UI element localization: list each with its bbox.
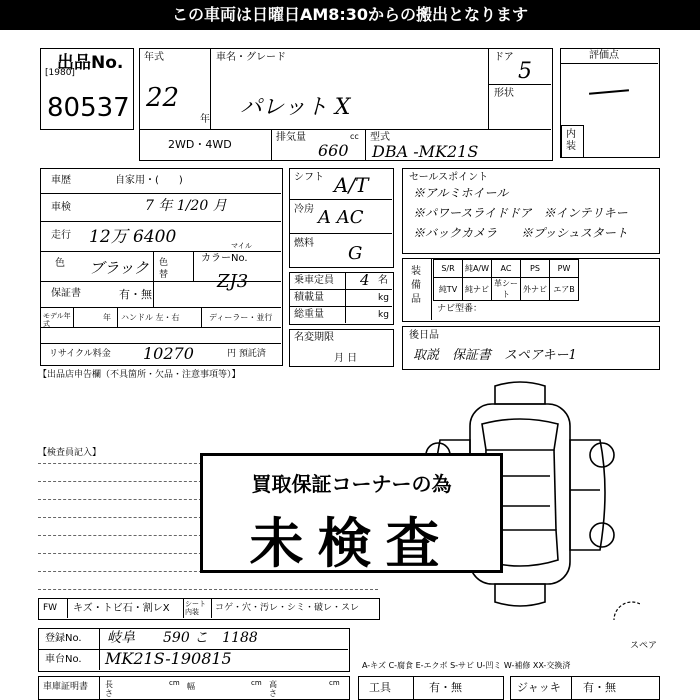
recycle-label: リサイクル料金 <box>49 349 111 359</box>
lot-sub-number: [1980] <box>45 68 75 78</box>
jack-box <box>510 676 660 700</box>
equip-alloy: 純A/W <box>463 260 492 278</box>
pickup-notice-banner: この車両は日曜日AM8:30からの搬出となります <box>0 0 700 30</box>
sales-point-line-2: ※パワースライドドア ※インテリキー <box>413 206 628 220</box>
garage-cert-box <box>38 676 350 700</box>
mileage-value: 12万 6400 <box>89 227 177 247</box>
history-value: 自家用・( ) <box>115 175 183 186</box>
registration-box <box>38 628 350 672</box>
after-items-box <box>402 326 660 370</box>
length-label: 長さ <box>105 680 113 698</box>
equip-airbag: エアB <box>550 278 579 301</box>
mileage-unit: マイル <box>231 242 252 250</box>
chassis-label: 車台No. <box>45 654 82 665</box>
equipment-label: 装備品 <box>411 266 421 305</box>
displacement-label: 排気量 <box>276 132 306 143</box>
seller-notes-label: 【出品店申告欄（不具箇所・欠品・注意事項等）】 <box>38 370 241 380</box>
spare-label: スペア <box>630 641 658 651</box>
warranty-label: 保証書 <box>51 288 81 299</box>
color-change-label: 色替 <box>159 258 169 280</box>
reg-change-unit: 月 日 <box>334 353 358 364</box>
fuel-label: 燃料 <box>294 238 314 249</box>
load-label: 積載量 <box>294 292 324 303</box>
lot-number-value: 80537 <box>47 93 130 123</box>
name-value: パレット X <box>240 95 351 120</box>
navi-model-label: ナビ型番： <box>437 304 483 314</box>
capacity-label: 乗車定員 <box>294 275 334 286</box>
equip-ac: AC <box>492 260 521 278</box>
recycle-value: 10270 <box>143 344 194 363</box>
drive-label: 2WD・4WD <box>168 138 232 151</box>
model-value: DBA -MK21S <box>372 142 479 161</box>
equip-navi: 純ナビ <box>463 278 492 301</box>
fw-text: キズ・トビ石・割レX <box>73 603 170 614</box>
grade-dash-mark <box>589 89 629 94</box>
jack-value: 有・無 <box>583 681 616 694</box>
color-number-value: ZJ3 <box>217 271 249 292</box>
length-unit: cm <box>169 679 180 687</box>
shift-label: シフト <box>294 172 324 183</box>
jack-label: ジャッキ <box>517 681 561 694</box>
capacity-value: 4 <box>360 271 370 289</box>
recycle-unit: 円 預託済 <box>227 349 266 359</box>
sales-points-box <box>402 168 660 254</box>
displacement-value: 660 <box>318 141 349 160</box>
displacement-unit: cc <box>350 132 359 141</box>
drivetrain-box <box>289 168 394 268</box>
sales-point-line-3: ※バックカメラ ※プッシュスタート <box>413 226 628 240</box>
vehicle-header-box <box>139 48 553 161</box>
registration-value: 岐阜 590 こ 1188 <box>107 630 258 646</box>
name-label: 車名・グレード <box>216 52 286 63</box>
year-label: 年式 <box>144 52 164 63</box>
gross-unit: kg <box>378 310 389 320</box>
reg-change-label: 名変期限 <box>294 332 334 343</box>
handle-label: ハンドル 左・右 <box>121 313 180 322</box>
warranty-value: 有・無 <box>119 288 152 301</box>
spare-tire-icon <box>614 602 640 620</box>
year-suffix: 年 <box>200 114 210 125</box>
ac-value: A AC <box>318 207 364 228</box>
dealer-label: ディーラー・並行 <box>209 313 273 322</box>
history-label: 車歴 <box>51 175 71 186</box>
chassis-value: MK21S-190815 <box>105 649 232 668</box>
sales-point-line-1: ※アルミホイール <box>413 186 509 200</box>
equip-pw: PW <box>550 260 579 278</box>
inspector-notes-label: 【検査員記入】 <box>38 448 102 458</box>
grade-label: 評価点 <box>589 50 619 61</box>
model-year-label: モデル年式 <box>43 312 71 328</box>
garage-cert-label: 車庫証明書 <box>43 682 89 692</box>
width-label: 幅 <box>187 682 195 691</box>
model-label: 型式 <box>370 132 390 143</box>
door-label: ドア <box>494 52 514 63</box>
stamp-title: 未検査 <box>249 511 454 575</box>
reg-change-box <box>289 329 394 367</box>
shift-value: A/T <box>334 173 369 197</box>
after-items-value: 取説 保証書 スペアキー1 <box>413 348 577 363</box>
width-unit: cm <box>251 679 262 687</box>
color-number-label: カラーNo. <box>201 253 248 264</box>
fw-sheet-row <box>38 598 380 620</box>
capacity-box <box>289 272 394 325</box>
model-year-suffix: 年 <box>103 313 111 322</box>
lot-number-box <box>40 48 134 130</box>
mileage-label: 走行 <box>51 230 71 241</box>
sheet-text: コゲ・穴・汚レ・シミ・破レ・スレ <box>215 603 360 613</box>
equipment-box <box>402 258 660 322</box>
vehicle-info-box <box>40 168 283 366</box>
capacity-unit: 名 <box>378 275 388 286</box>
equip-tv: 純TV <box>434 278 463 301</box>
door-value: 5 <box>518 59 532 84</box>
tools-label: 工具 <box>369 681 391 694</box>
sheet-label: シート内装 <box>185 600 206 616</box>
equip-ps: PS <box>521 260 550 278</box>
equipment-grid <box>433 259 579 301</box>
ac-label: 冷房 <box>294 204 314 215</box>
color-value: ブラック <box>89 259 149 277</box>
tools-box <box>358 676 504 700</box>
stamp-subtitle: 買取保証コーナーの為 <box>251 472 452 496</box>
equip-ext-navi: 外ナビ <box>521 278 550 301</box>
load-unit: kg <box>378 293 389 303</box>
gross-label: 総重量 <box>294 309 324 320</box>
color-label: 色 <box>55 258 65 269</box>
registration-label: 登録No. <box>45 633 82 644</box>
shape-label: 形状 <box>494 88 514 99</box>
year-value: 22 <box>146 83 180 113</box>
equip-sr: S/R <box>434 260 463 278</box>
grade-box <box>560 48 660 158</box>
not-inspected-stamp <box>200 453 503 573</box>
sales-points-label: セールスポイント <box>409 172 489 183</box>
interior-label: 内装 <box>566 129 576 152</box>
lot-number-label: 出品No. <box>57 53 124 73</box>
damage-code-legend: A-キズ C-腐食 E-エクボ S-サビ U-凹ミ W-補修 XX-交換済 <box>362 661 571 670</box>
shaken-label: 車検 <box>51 202 71 213</box>
equip-leather: 革シート <box>492 278 521 301</box>
height-unit: cm <box>329 679 340 687</box>
height-label: 高さ <box>269 680 277 698</box>
shaken-value: 7 年 1/20 月 <box>145 198 227 214</box>
after-items-label: 後日品 <box>409 330 439 341</box>
tools-value: 有・無 <box>429 681 462 694</box>
fuel-value: G <box>348 243 363 264</box>
fw-label: FW <box>43 603 58 613</box>
